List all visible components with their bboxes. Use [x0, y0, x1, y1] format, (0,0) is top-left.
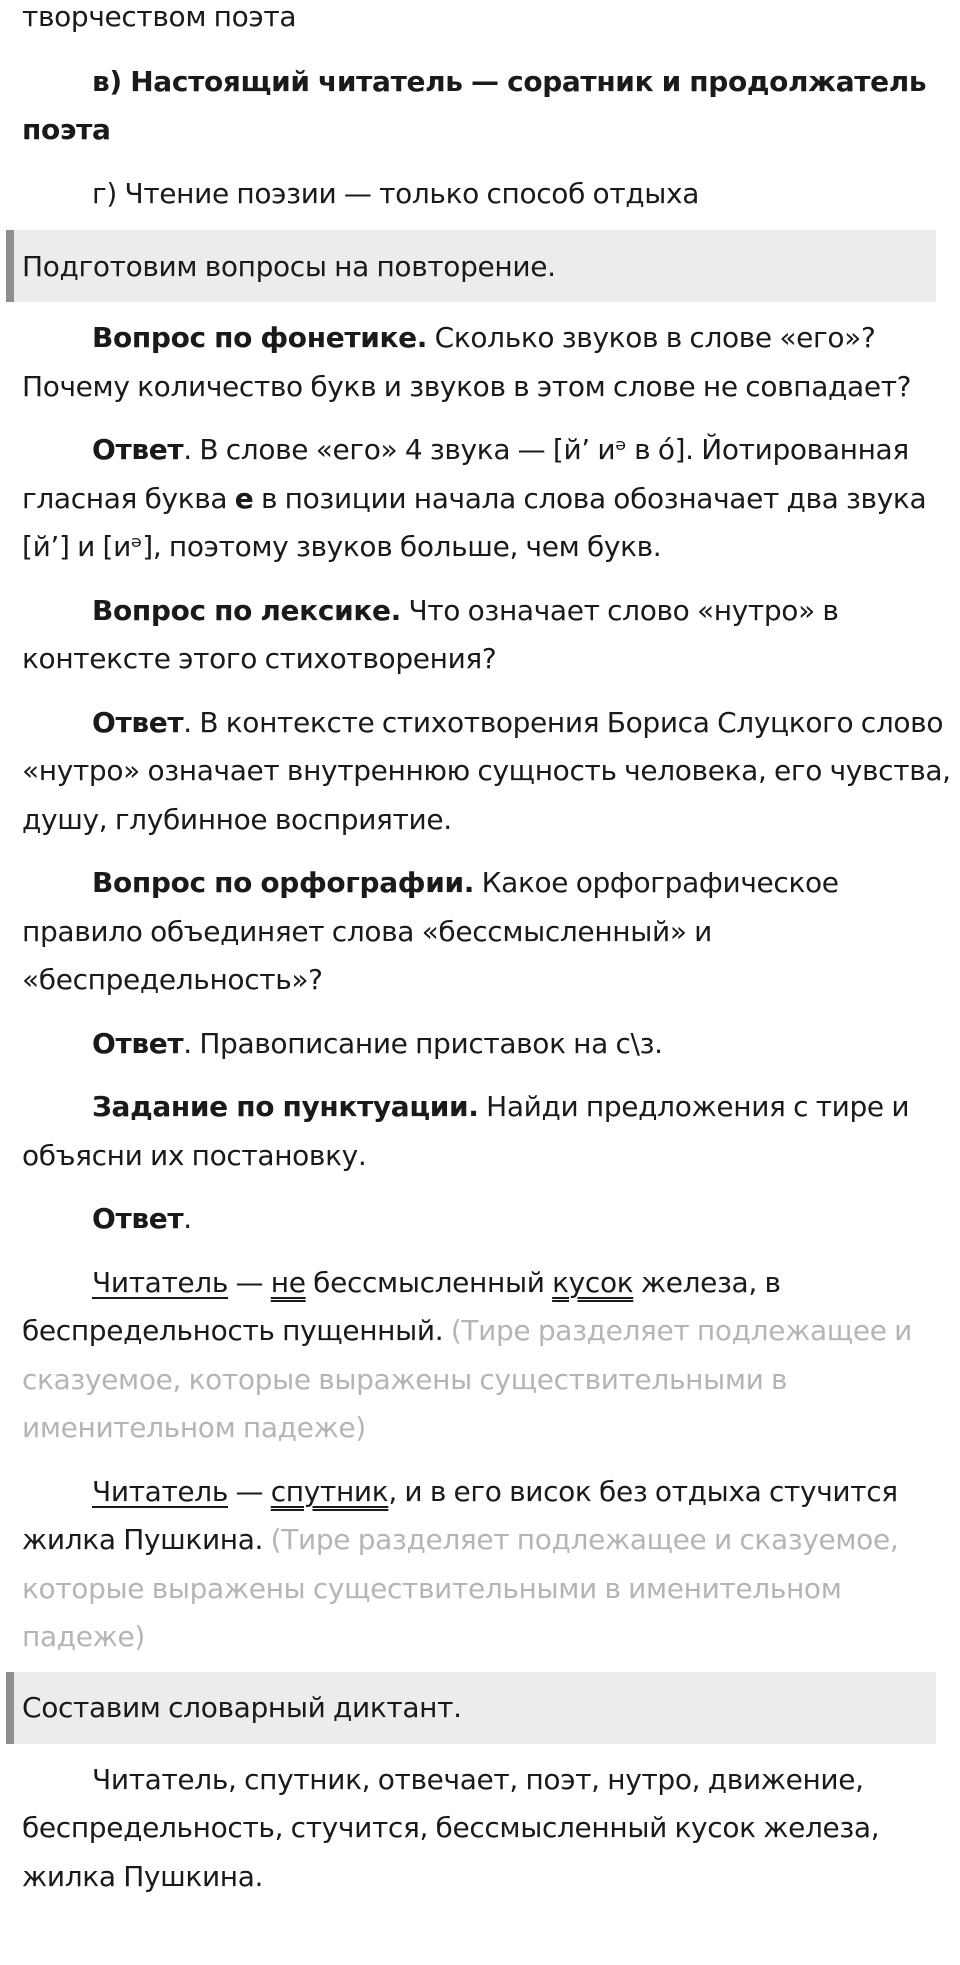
answer-orthography: [22, 1020, 952, 1069]
sentence-2-subject: Читатель: [92, 1474, 228, 1508]
sentence-2: [22, 1468, 952, 1662]
answer-phonetics-text-2: в позиции начала слова обозначает два звука [й’] и [иᵊ], поэтому звуков больше, чем букв.: [22, 481, 927, 563]
sentence-2-predicate: спутник: [270, 1474, 389, 1508]
question-lexis-label: Вопрос по лексике.: [92, 593, 401, 627]
answer-punctuation: [22, 1195, 952, 1244]
sentence-1-dash: —: [228, 1265, 271, 1299]
section-header-questions: [6, 230, 936, 302]
answer-orthography-label: Ответ: [92, 1026, 184, 1060]
question-punctuation-text: Найди предложения с тире и объясни их постановку.: [22, 1090, 910, 1172]
question-phonetics-label: Вопрос по фонетике.: [92, 321, 428, 354]
sentence-2-text-1: , и в его висок без отдыха стучится жилка Пушкина.: [22, 1474, 898, 1556]
question-punctuation: [22, 1083, 952, 1180]
answer-lexis-label: Ответ: [92, 705, 184, 739]
answer-punctuation-dot: .: [183, 1202, 192, 1235]
section-header-questions-text: Подготовим вопросы на повторение.: [22, 249, 556, 283]
question-orthography: [22, 859, 952, 1005]
answer-lexis-text: . В контексте стихотворения Бориса Слуцкого слово «нутро» означает внутреннюю сущность человека, его чувства, душу, глубинное восприятие.: [22, 705, 951, 836]
option-v-text: в) Настоящий читатель — соратник и продолжатель поэта: [22, 64, 927, 146]
option-v: [22, 58, 952, 155]
document-page: [22, 0, 952, 1901]
sentence-1-text-1: бессмысленный: [305, 1265, 553, 1299]
answer-lexis: [22, 699, 952, 845]
question-orthography-label: Вопрос по орфографии.: [92, 866, 475, 899]
sentence-2-note: (Тире разделяет подлежащее и сказуемое, которые выражены существительными в именительном падеже): [22, 1523, 899, 1653]
sentence-1-subject: Читатель: [92, 1265, 228, 1299]
option-g: г) Чтение поэзии — только способ отдыха: [92, 176, 700, 210]
sentence-2-dash: —: [228, 1474, 271, 1508]
top-line: творчеством поэта: [22, 0, 297, 33]
question-phonetics-text: Сколько звуков в слове «его»? Почему количество букв и звуков в этом слове не совпадает?: [22, 321, 912, 403]
sentence-1-predicate: кусок: [552, 1265, 634, 1299]
question-punctuation-label: Задание по пунктуации.: [92, 1090, 479, 1123]
section-header-dictation: [6, 1672, 936, 1744]
question-lexis: [22, 587, 952, 684]
answer-phonetics: [22, 426, 952, 572]
sentence-1-text-2: железа, в беспредельность пущенный.: [22, 1265, 781, 1347]
answer-phonetics-text-1: . В слове «его» 4 звука — [й’ иᵊ в о́]. Йотированная гласная буква: [22, 433, 909, 515]
question-phonetics: [22, 314, 952, 411]
question-orthography-text: Какое орфографическое правило объединяет слова «бессмысленный» и «беспредельность»?: [22, 866, 839, 996]
question-lexis-text: Что означает слово «нутро» в контексте этого стихотворения?: [22, 593, 839, 675]
sentence-1-note: (Тире разделяет подлежащее и сказуемое, которые выражены существительными в именительном падеже): [22, 1314, 912, 1444]
sentence-1: [22, 1259, 952, 1453]
sentence-1-particle: не: [270, 1265, 306, 1299]
answer-phonetics-label: Ответ: [92, 433, 184, 466]
answer-punctuation-label: Ответ: [92, 1202, 184, 1235]
answer-phonetics-letter: е: [234, 481, 254, 515]
section-header-dictation-text: Составим словарный диктант.: [22, 1691, 462, 1724]
answer-orthography-text: . Правописание приставок на с\з.: [183, 1026, 663, 1060]
dictation-text: Читатель, спутник, отвечает, поэт, нутро, движение, беспредельность, стучится, бессмысленный кусок железа, жилка Пушкина.: [22, 1762, 880, 1893]
